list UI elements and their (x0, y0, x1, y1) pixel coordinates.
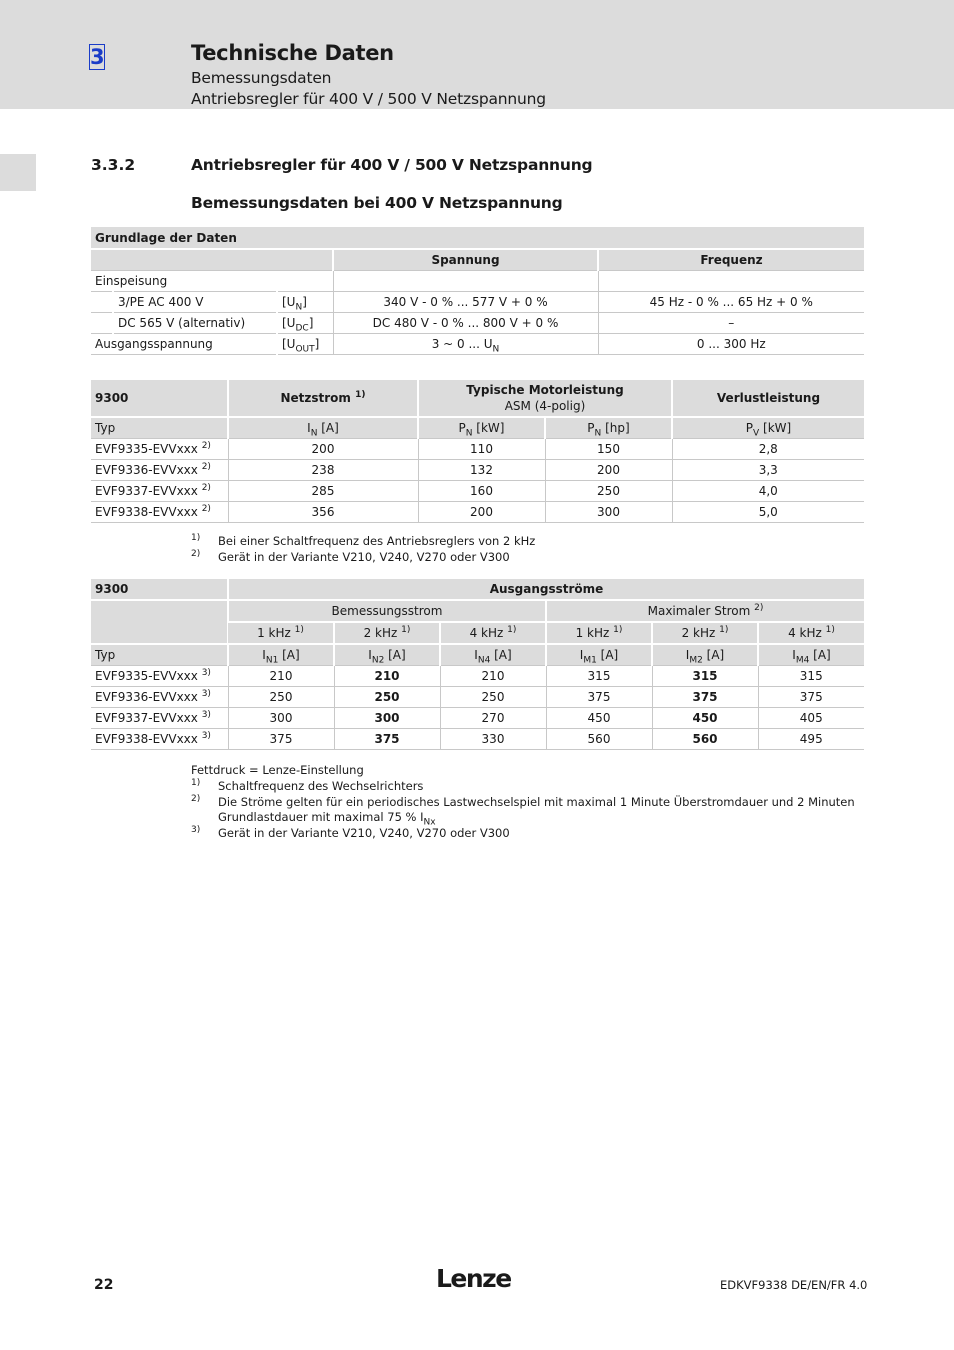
column-header-power-loss: Verlustleistung (672, 379, 864, 417)
table-row: EVF9338-EVVxxx $^{2)}$ 356 200 300 5,0 (91, 502, 864, 523)
column-header-type: Typ (91, 644, 228, 666)
table-row: EVF9338-EVVxxx $^{3)}$ 375 375 330 560 560 495 (91, 729, 864, 750)
table-row: EVF9336-EVVxxx $^{3)}$ 250 250 250 375 375 375 (91, 687, 864, 708)
bold-legend-note: Fettdruck = Lenze-Einstellung (191, 763, 364, 777)
column-header-series: 9300 (91, 379, 228, 417)
section-title: Antriebsregler für 400 V / 500 V Netzspannung (191, 156, 593, 174)
rating-table: 9300 Netzstrom $^{1)}$ Typische Motorleistung ASM (4-polig) Verlustleistung Typ $I_N$ [A] $P_N$ [kW] $P_N$ [hp] $P_V$ [kW] EVF9335-EVVxxx $^{2)}$ 200 110 150 2,8 EVF9336-EVVxxx $^{2)}$ 238 132 200 3,3 EVF9337-EVVxxx $^{2)}$ 285 160 250 4,0 EVF9338-EVVxxx $^{2)}$ 356 200 300 5,0 (91, 378, 864, 523)
output-current-table: 9300 Ausgangsströme Bemessungsstrom Maximaler Strom $^{2)}$ 1 kHz $^{1)}$ 2 kHz $^{1)}$ 4 kHz $^{1)}$ 1 kHz $^{1)}$ 2 kHz $^{1)}$ 4 kHz $^{1)}$ Typ $I_{N1}$ [A] $I_{N2}$ [A] $I_{N4}$ [A] $I_{M1}$ [A] $I_{M2}$ [A] $I_{M4}$ [A] EVF9335-EVVxxx $^{3)}$ 210 210 210 315 315 315 EVF9336-EVVxxx $^{3)}$ 250 250 250 375 375 375 EVF9337-EVVxxx $^{3)}$ 300 300 270 450 450 405 EVF9338-EVVxxx $^{3)}$ 375 375 330 560 560 495 (91, 577, 864, 750)
table-row: DC 565 V (alternativ) $[U_{DC}]$ DC 480 V - 0 % ... 800 V + 0 % – (91, 313, 864, 334)
table-row: EVF9335-EVVxxx $^{2)}$ 200 110 150 2,8 (91, 439, 864, 460)
header-subtitle-2: Antriebsregler für 400 V / 500 V Netzspannung (191, 90, 546, 108)
table-row: EVF9337-EVVxxx $^{3)}$ 300 300 270 450 450 405 (91, 708, 864, 729)
table-row: EVF9335-EVVxxx $^{3)}$ 210 210 210 315 315 315 (91, 666, 864, 687)
header-blank (91, 249, 333, 271)
table-row: Ausgangsspannung $[U_{OUT}]$ 3 ~ 0 ... $U_N$ 0 ... 300 Hz (91, 334, 864, 355)
column-header-frequency: Frequenz (598, 249, 864, 271)
lenze-logo: Lenze (436, 1264, 511, 1293)
table-title: Grundlage der Daten (91, 226, 864, 249)
chapter-title: Technische Daten (191, 41, 394, 65)
header-subtitle-1: Bemessungsdaten (191, 69, 332, 87)
section-number: 3.3.2 (91, 156, 136, 174)
chapter-number: 3 (90, 45, 105, 69)
table-row: 3/PE AC 400 V $[U_N]$ 340 V - 0 % ... 577 V + 0 % 45 Hz - 0 % ... 65 Hz + 0 % (91, 292, 864, 313)
column-header-series: 9300 (91, 578, 228, 600)
column-header-line-current: Netzstrom $^{1)}$ (228, 379, 418, 417)
subsection-title: Bemessungsdaten bei 400 V Netzspannung (191, 194, 563, 212)
table-row: EVF9336-EVVxxx $^{2)}$ 238 132 200 3,3 (91, 460, 864, 481)
side-tab-marker (0, 154, 36, 191)
page-number: 22 (94, 1277, 114, 1293)
column-header-type: Typ (91, 417, 228, 439)
column-header-voltage: Spannung (333, 249, 598, 271)
column-header-rated-current: Bemessungsstrom (228, 600, 546, 622)
column-header-output-currents: Ausgangsströme (228, 578, 864, 600)
column-header-motor-power: Typische Motorleistung ASM (4-polig) (418, 379, 672, 417)
table-row: EVF9337-EVVxxx $^{2)}$ 285 160 250 4,0 (91, 481, 864, 502)
column-header-max-current: Maximaler Strom $^{2)}$ (546, 600, 864, 622)
basis-data-table (91, 225, 864, 355)
row-label-einspeisung: Einspeisung (91, 271, 333, 292)
document-code: EDKVF9338 DE/EN/FR 4.0 (720, 1278, 868, 1292)
